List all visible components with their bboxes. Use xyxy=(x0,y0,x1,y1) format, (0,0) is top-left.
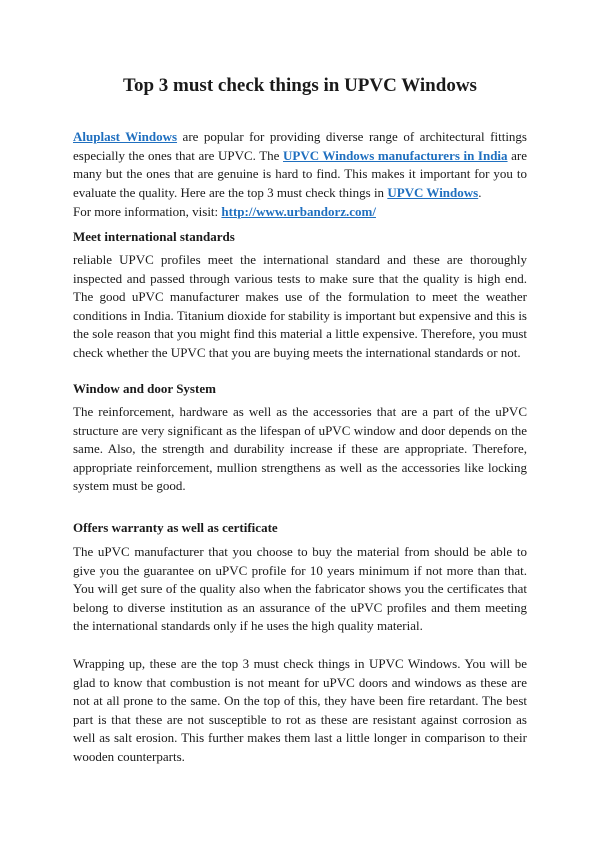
intro-text-1: are popular for providing diverse range of architectural fittings especially the ones that are UPVC. The xyxy=(73,129,527,163)
section-heading-standards: Meet international standards xyxy=(73,229,235,244)
website-link[interactable]: http://www.urbandorz.com/ xyxy=(221,204,376,219)
more-info-label: For more information, visit: xyxy=(73,204,222,219)
section-body-warranty: The uPVC manufacturer that you choose to buy the material from should be able to give you the guarantee on uPVC profile for 10 years minimum if not more than that. You will get sure of the quality also when the fabricator shows you the certificates that belong to diverse institution as an assurance of the uPVC profiles and them meeting the international standards only if he uses the high quality material. xyxy=(73,544,527,634)
page-title: Top 3 must check things in UPVC Windows xyxy=(123,75,477,96)
intro-paragraph xyxy=(73,128,527,202)
section-body-window-door: The reinforcement, hardware as well as the accessories that are a part of the uPVC structure are very significant as the lifespan of uPVC window and door depends on the same. Also, the strength and durability increase if these are appropriate. Therefore, appropriate reinforcement, mullion strengthens as well as the accessories like locking system must be good. xyxy=(73,404,527,494)
upvc-windows-link[interactable]: UPVC Windows xyxy=(387,184,479,200)
section-heading-window-door: Window and door System xyxy=(73,381,216,396)
section-body-standards: reliable UPVC profiles meet the international standard and these are thoroughly inspected and passed through various tests to make sure that the quality is high end. The good uPVC manufacturer makes use of the formulation to meet the weather conditions in India. Titanium dioxide for stability is important but expensive and this is the sole reason that you might find this material a little expensive. Therefore, you must check whether the UPVC that you are buying meets the international standards or not. xyxy=(73,252,527,360)
upvc-manufacturers-link[interactable]: UPVC Windows manufacturers in India xyxy=(283,147,508,163)
section-heading-warranty: Offers warranty as well as certificate xyxy=(73,520,278,535)
intro-text-2: are many but the ones that are genuine is hard to find. This makes it important for you to evaluate the quality. Here are the top 3 must check things in xyxy=(73,147,527,200)
more-info-paragraph xyxy=(73,203,527,222)
aluplast-windows-link[interactable]: Aluplast Windows xyxy=(73,129,178,144)
conclusion-paragraph: Wrapping up, these are the top 3 must check things in UPVC Windows. You will be glad to know that combustion is not meant for uPVC doors and windows as these are not at all prone to the same. On the top of this, they have been fire retardant. The best part is that these are not susceptible to rot as these are resistant against corrosion as well as salt erosion. This further makes them last a little longer in comparison to their wooden counterparts. xyxy=(73,656,527,764)
intro-text-3: . xyxy=(478,184,482,200)
